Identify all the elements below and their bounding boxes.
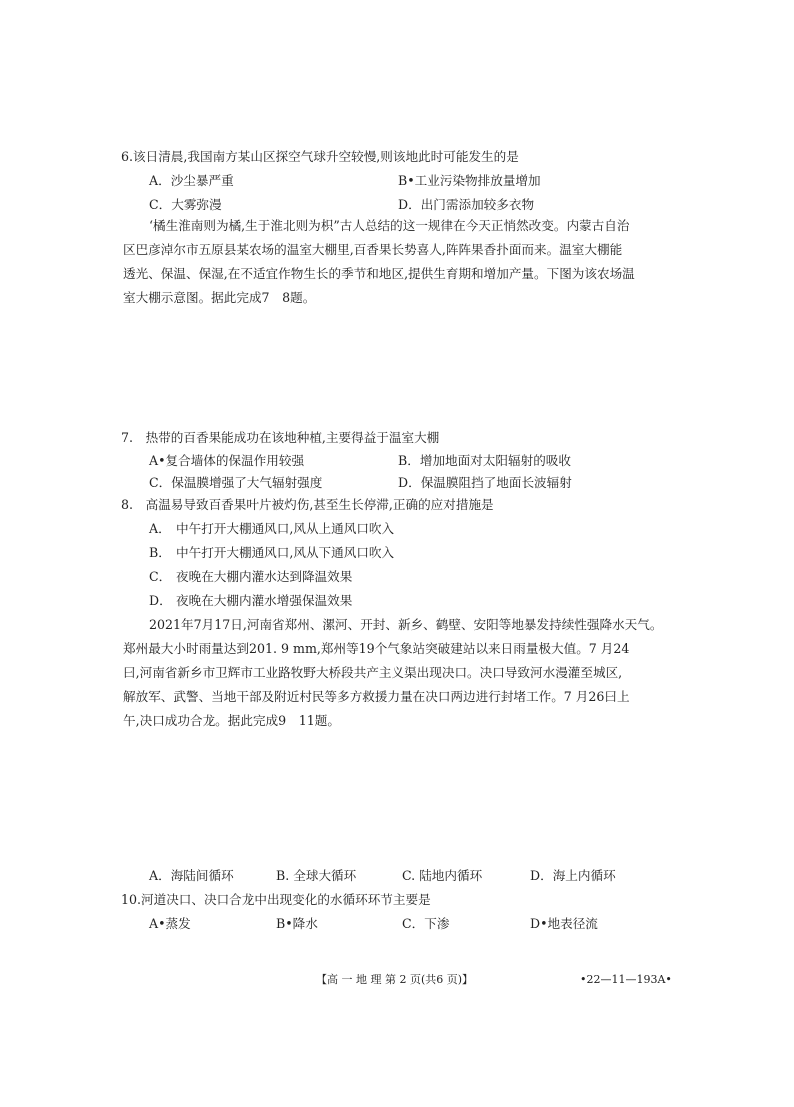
q10-stem: 10.河道决口、决口合龙中出现变化的水循环环节主要是 <box>121 892 431 907</box>
question9-figure-area <box>123 738 683 858</box>
passage2-line: 解放军、武警、当地干部及附近村民等多方救援力量在决口两边进行封堵工作。7 月26曰上 <box>123 689 630 704</box>
page-footer-label: 【高 一 地 理 第 2 页(共6 页)】 <box>316 973 474 986</box>
passage2-line: 午,决口成功合龙。据此完成9 11题。 <box>123 713 340 728</box>
q6-option-a: A．沙尘暴严重 <box>149 173 234 188</box>
passage1-line: 区巴彦淖尔市五原县某农场的温室大棚里,百香果长势喜人,阵阵果香扑面而来。温室大棚能 <box>123 242 623 257</box>
passage1-line: 透光、保温、保湿,在不适宜作物生长的季节和地区,提供生育期和增加产量。下图为该农场温 <box>123 266 635 281</box>
q10-option-c: C．下渗 <box>402 916 450 931</box>
passage1-line: 室大棚示意图。据此完成7 8题。 <box>123 290 316 305</box>
q7-option-d: D．保温膜阻挡了地面长波辐射 <box>398 475 572 490</box>
q9-option-c: C. 陆地内循环 <box>402 868 483 883</box>
passage2-line: 曰,河南省新乡市卫辉市工业路牧野大桥段共产主义渠出现决口。决口导致河水漫灌至城区, <box>123 665 623 680</box>
q8-stem: 8. 高温易导致百香果叶片被灼伤,甚至生长停滞,正确的应对措施是 <box>121 497 494 512</box>
option-letter: B． <box>149 545 171 560</box>
q8-option-c <box>149 569 352 585</box>
option-letter: A． <box>149 521 171 536</box>
option-text: 中午打开大棚通风口,风从上通风口吹入 <box>176 521 395 536</box>
q6-stem: 6.该日清晨,我国南方某山区探空气球升空较慢,则该地此时可能发生的是 <box>121 149 519 164</box>
option-text: 中午打开大棚通风口,风从下通风口吹入 <box>176 545 395 560</box>
passage2-line: 2021年7月17日,河南省郑州、漯河、开封、新乡、鹤壁、安阳等地暴发持续性强降水天气。 <box>149 617 663 632</box>
option-letter: C． <box>149 569 172 584</box>
q10-option-d: D•地表径流 <box>530 916 598 931</box>
passage2-line: 郑州最大小时雨量达到201. 9 mm,郑州等19个气象站突破建站以来日雨量极大值。7 月24 <box>123 641 630 656</box>
q9-option-d: D．海上内循环 <box>530 868 616 883</box>
q9-option-a: A．海陆间循环 <box>149 868 234 883</box>
q8-option-b <box>149 545 394 561</box>
q7-stem: 7. 热带的百香果能成功在该地种植,主要得益于温室大棚 <box>121 430 440 445</box>
q10-option-b: B•降水 <box>276 916 318 931</box>
q9-option-b: B. 全球大循环 <box>276 868 357 883</box>
option-text: 夜晚在大棚内灌水达到降温效果 <box>176 569 353 584</box>
q10-option-a: A•蒸发 <box>149 916 191 931</box>
exam-code: •22—11—193A• <box>580 973 672 986</box>
q6-option-d: D．出门需添加较多衣物 <box>398 197 535 212</box>
q8-option-a <box>149 521 394 537</box>
passage1-line: ‘橘生淮南则为橘,生于淮北则为枳”古人总结的这一规律在今天正悄然改变。内蒙古自治 <box>149 218 630 233</box>
q6-option-c: C．大雾弥漫 <box>149 197 222 212</box>
q7-option-c: C．保温膜增强了大气辐射强度 <box>149 475 323 490</box>
greenhouse-figure-area <box>123 315 683 425</box>
q6-option-b: B•工业污染物排放量增加 <box>398 173 541 188</box>
q7-option-b: B．增加地面对太阳辐射的吸收 <box>398 453 571 468</box>
q8-option-d <box>149 593 352 609</box>
q7-option-a: A•复合墙体的保温作用较强 <box>149 453 305 468</box>
option-text: 夜晚在大棚内灌水增强保温效果 <box>176 593 353 608</box>
option-letter: D． <box>149 593 172 608</box>
